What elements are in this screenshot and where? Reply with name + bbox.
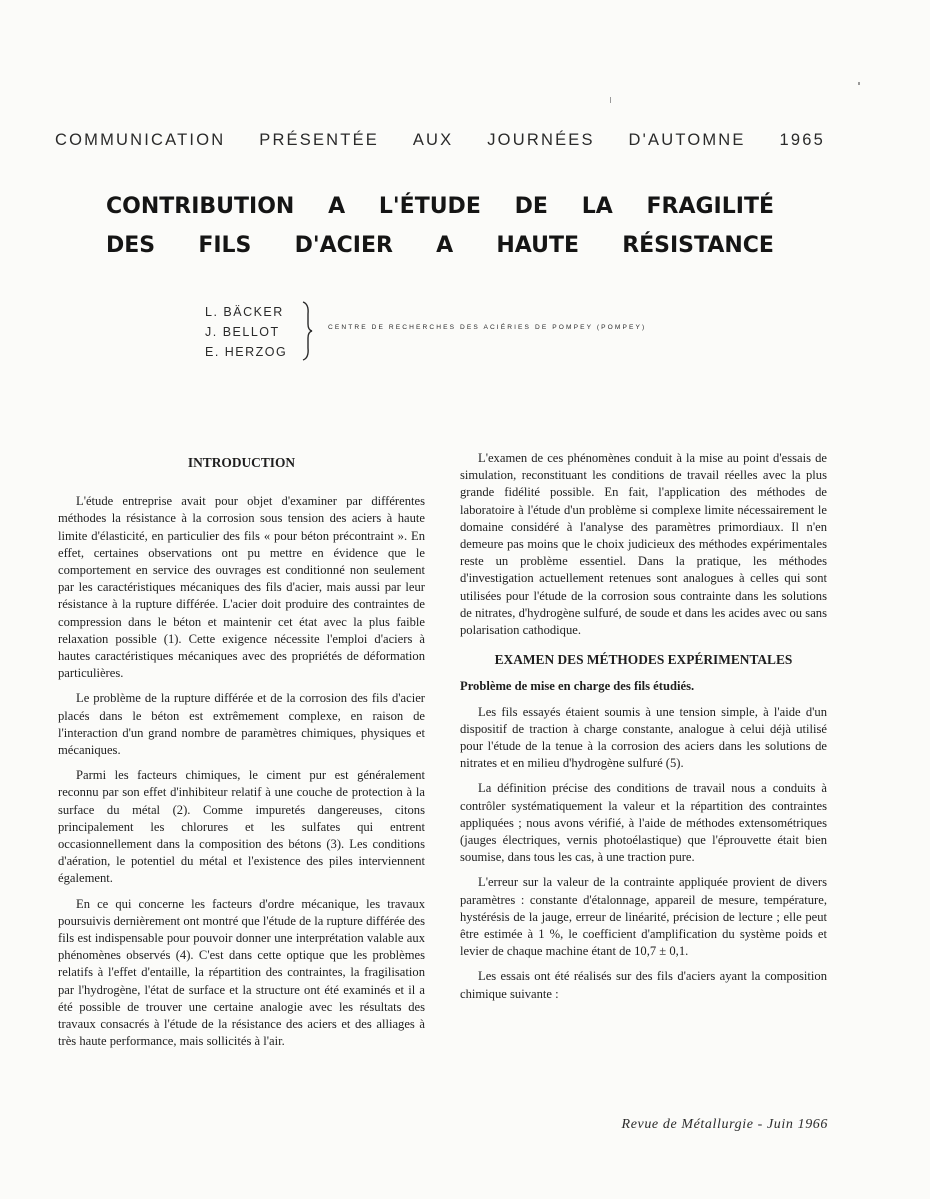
article-title-line-2 [106,233,774,258]
brace-icon [300,300,314,362]
section-heading-methods: EXAMEN DES MÉTHODES EXPÉRIMENTALES [494,652,793,668]
title-word: CONTRIBUTION [106,194,295,219]
paragraph: L'examen de ces phénomènes conduit à la mise au point d'essais de simulation, reconstituant les conditions de travail réelles avec la plus grande fidélité possible. En fait, l'application des méthodes de laboratoire à l'étude d'un problème si complexe limite nécessairement le domaine considéré à l'analyse des paramètres primordiaux. Il n'en demeure pas moins que le choix judicieux des méthodes expérimentales reste un problème essentiel. Dans la pratique, les méthodes d'investigation actuellement retenues sont analogues à celles qui sont utilisées pour l'étude de la corrosion sous contrainte dans les solutions de nitrates, d'hydrogène sulfuré, de soude et dans les acides avec ou sans polarisation cathodique. [460,451,827,638]
title-word: D'ACIER [294,233,393,258]
conference-header [55,131,825,150]
title-word: LA [581,194,613,219]
affiliation: CENTRE DE RECHERCHES DES ACIÉRIES DE POMPEY (POMPEY) [328,324,647,331]
author-name: J. BELLOT [205,325,280,339]
paragraph: L'étude entreprise avait pour objet d'examiner par différentes méthodes la résistance à la corrosion sous tension des aciers à haute limite d'élasticité, en particulier des fils « pour béton précontraint ». En effet, certaines observations ont pu mettre en évidence que le comportement en service des ouvrages est conditionné non seulement par les caractéristiques mécaniques des fils d'acier, mais aussi par leur résistance à la rupture différée. L'acier doit produire des contraintes de compression dans le béton et maintenir cet état avec la plus faible relaxation possible (1). Cette exigence nécessite l'emploi d'aciers à hautes caractéristiques mécaniques avec des propriétés de déformation particulières. [58,494,425,681]
author-name: L. BÄCKER [205,305,284,319]
paragraph: Les fils essayés étaient soumis à une tension simple, à l'aide d'un dispositif de traction à charge constante, analogue à celui déjà utilisé pour l'étude de la tenue à la corrosion des aciers dans les solutions de nitrates et en milieu d'hydrogène sulfuré (5). [460,704,827,771]
paragraph: Parmi les facteurs chimiques, le ciment pur est généralement reconnu par son effet d'inhibiteur relatif à une couche de protection à la surface du métal (2). Comme impuretés dangereuses, citons principalement les chlorures et les sulfates qui entrent occasionnellement dans la composition des bétons (3). Les conditions d'aération, le potentiel du métal et l'existence des piles interviennent également. [58,768,425,886]
header-word: AUX [412,131,454,149]
header-word: D'AUTOMNE [628,131,746,149]
title-word: FRAGILITÉ [646,194,774,219]
paragraph: En ce qui concerne les facteurs d'ordre mécanique, les travaux poursuivis dernièrement ont montré que l'étude de la rupture différée des fils est indispensable pour pouvoir donner une interprétation valable aux phénomènes observés (4). C'est dans cette optique que les problèmes relatifs à l'effet d'entaille, la répartition des contraintes, la fragilisation par l'hydrogène, l'état de surface et la structure ont été examinés et il a été possible de trouver une certaine analogie avec les résultats des travaux consacrés à l'étude de la résistance des aciers et des alliages à très haute performance, mais sollicités à l'air. [58,896,425,1049]
journal-footer: Revue de Métallurgie - Juin 1966 [621,1117,828,1132]
paragraph: Les essais ont été réalisés sur des fils d'aciers ayant la composition chimique suivante : [460,969,827,1001]
title-word: A [436,233,454,258]
header-word: 1965 [779,131,825,149]
left-column [58,450,425,1059]
header-word: COMMUNICATION [55,131,226,149]
article-title-line-1 [106,194,774,219]
scan-mark [610,97,611,103]
author-name: E. HERZOG [205,345,288,359]
header-word: PRÉSENTÉE [259,131,379,149]
right-column [460,450,827,1011]
title-word: L'ÉTUDE [378,194,481,219]
author-list [205,302,287,362]
title-word: DES [106,233,156,258]
title-word: HAUTE [496,233,579,258]
header-word: JOURNÉES [487,131,595,149]
paragraph: Le problème de la rupture différée et de la corrosion des fils d'acier placés dans le béton est extrêmement complexe, en raison de l'interaction d'un grand nombre de paramètres chimiques, physiques et mécaniques. [58,691,425,758]
title-word: FILS [198,233,252,258]
title-word: A [328,194,346,219]
section-heading-introduction: INTRODUCTION [187,455,296,470]
title-word: DE [514,194,548,219]
paragraph: La définition précise des conditions de travail nous a conduits à contrôler systématiquement la valeur et la répartition des contraintes appliquées ; nous avons vérifié, à l'aide de méthodes extensométriques (jauges électriques, vernis photoélastique) que l'éprouvette était bien soumise, dans tous les cas, à une traction pure. [460,781,827,865]
scan-mark [858,82,860,85]
subsection-heading: Problème de mise en charge des fils étudiés. [460,679,695,694]
title-word: RÉSISTANCE [622,233,774,258]
paragraph: L'erreur sur la valeur de la contrainte appliquée provient de divers paramètres : constante d'étalonnage, appareil de mesure, température, hystérésis de la jauge, erreur de linéarité, précision de lecture ; elle peut être estimée à 1 %, le coefficient d'amplification du système poids et levier de chaque machine étant de 10,7 ± 0,1. [460,875,827,959]
